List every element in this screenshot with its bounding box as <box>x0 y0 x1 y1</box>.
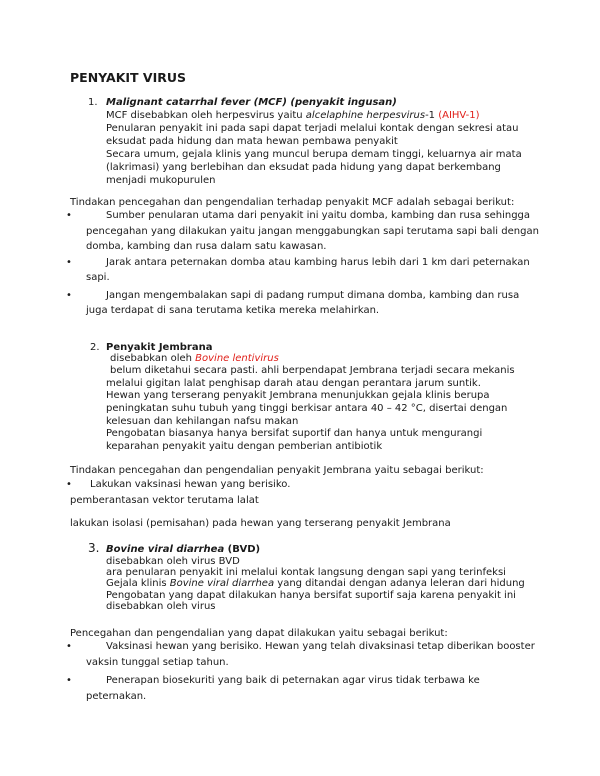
section-2-cause-text: disebabkan oleh <box>110 353 196 364</box>
section-3-line-italic: Bovine viral diarrhea <box>169 578 275 589</box>
section-1-cause-abbr: (AIHV-1) <box>438 110 480 121</box>
section-1-line: menjadi mukopurulen <box>106 175 216 186</box>
section-3-bullet-2-line: peternakan. <box>86 691 147 702</box>
section-1-intro: Tindakan pencegahan dan pengendalian terhadap penyakit MCF adalah sebagai berikut: <box>70 197 515 208</box>
section-2-intro: Tindakan pencegahan dan pengendalian penyakit Jembrana yaitu sebagai berikut: <box>70 465 484 476</box>
section-3-intro: Pencegahan dan pengendalian yang dapat dilakukan yaitu sebagai berikut: <box>70 628 448 639</box>
section-3-number: 3. <box>88 541 100 555</box>
bullet-icon: • <box>66 210 72 221</box>
section-2-number: 2. <box>90 342 100 353</box>
section-2-heading: Penyakit Jembrana <box>106 342 213 353</box>
section-2-paragraph: lakukan isolasi (pemisahan) pada hewan yang terserang penyakit Jembrana <box>70 518 451 529</box>
section-1-number: 1. <box>88 97 98 108</box>
section-1-line: Secara umum, gejala klinis yang muncul berupa demam tinggi, keluarnya air mata <box>106 149 522 160</box>
section-2-line: kelesuan dan kehilangan nafsu makan <box>106 416 299 427</box>
section-2-cause-agent: Bovine lentivirus <box>195 353 279 364</box>
page-title: PENYAKIT VIRUS <box>70 70 187 85</box>
section-1-heading: Malignant catarrhal fever (MCF) (penyakit ingusan) <box>106 97 397 108</box>
section-1-bullet-3-line: juga terdapat di sana terutama ketika mereka melahirkan. <box>86 305 380 316</box>
bullet-icon: • <box>66 479 72 490</box>
bullet-icon: • <box>66 641 72 652</box>
section-2-line: peningkatan suhu tubuh yang tinggi berkisar antara 40 – 42 °C, disertai dengan <box>106 403 508 414</box>
section-1-bullet-1-line: Sumber penularan utama dari penyakit ini yaitu domba, kambing dan rusa sehingga <box>106 210 531 221</box>
section-1-bullet-1-line: domba, kambing dan rusa dalam satu kawasan. <box>86 241 327 252</box>
section-1-cause-text: MCF disebabkan oleh herpesvirus yaitu <box>106 110 306 121</box>
section-1-cause <box>106 109 480 122</box>
section-1-line: Penularan penyakit ini pada sapi dapat terjadi melalui kontak dengan sekresi atau <box>106 123 519 134</box>
section-2-bullet: Lakukan vaksinasi hewan yang berisiko. <box>90 479 291 490</box>
bullet-icon: • <box>66 675 72 686</box>
section-3-line: disebabkan oleh virus BVD <box>106 556 240 567</box>
section-2-line: Pengobatan biasanya hanya bersifat suportif dan hanya untuk mengurangi <box>106 428 483 439</box>
section-3-bullet-1-line: Vaksinasi hewan yang berisiko. Hewan yang telah divaksinasi tetap diberikan booster <box>106 641 535 652</box>
section-3-line: Pengobatan yang dapat dilakukan hanya bersifat suportif saja karena penyakit ini <box>106 590 516 601</box>
section-3-line: ara penularan penyakit ini melalui kontak langsung dengan sapi yang terinfeksi <box>106 567 506 578</box>
section-1-bullet-1-line: pencegahan yang dilakukan yaitu jangan menggabungkan sapi terutama sapi bali dengan <box>86 226 539 237</box>
section-3-line-text: Gejala klinis <box>106 578 170 589</box>
bullet-icon: • <box>66 257 72 268</box>
section-3-heading-italic: Bovine viral diarrhea <box>106 544 225 555</box>
section-3-bullet-1-line: vaksin tunggal setiap tahun. <box>86 657 229 668</box>
section-3-line: disebabkan oleh virus <box>106 601 216 612</box>
section-1-cause-suffix: -1 <box>425 110 439 121</box>
section-1-cause-agent: alcelaphine herpesvirus <box>305 110 426 121</box>
section-3-bullet-2-line: Penerapan biosekuriti yang baik di peternakan agar virus tidak terbawa ke <box>106 675 480 686</box>
section-1-bullet-2-line: sapi. <box>86 272 110 283</box>
section-3-heading-rest: (BVD) <box>224 544 261 555</box>
section-3-line-text: yang ditandai dengan adanya leleran dari hidung <box>274 578 525 589</box>
section-2-line: belum diketahui secara pasti. ahli berpendapat Jembrana terjadi secara mekanis <box>110 365 515 376</box>
section-1-line: (lakrimasi) yang berlebihan dan eksudat pada hidung yang dapat berkembang <box>106 162 501 173</box>
section-2-line: keparahan penyakit yaitu dengan pemberian antibiotik <box>106 441 383 452</box>
section-2-line: melalui gigitan lalat penghisap darah atau dengan perantara jarum suntik. <box>106 378 481 389</box>
section-1-bullet-2-line: Jarak antara peternakan domba atau kambing harus lebih dari 1 km dari peternakan <box>106 257 530 268</box>
section-1-line: eksudat pada hidung dan mata hewan pembawa penyakit <box>106 136 398 147</box>
section-2-paragraph: pemberantasan vektor terutama lalat <box>70 495 259 506</box>
section-2-line: Hewan yang terserang penyakit Jembrana menunjukkan gejala klinis berupa <box>106 390 490 401</box>
section-1-bullet-3-line: Jangan mengembalakan sapi di padang rumput dimana domba, kambing dan rusa <box>106 290 520 301</box>
bullet-icon: • <box>66 290 72 301</box>
